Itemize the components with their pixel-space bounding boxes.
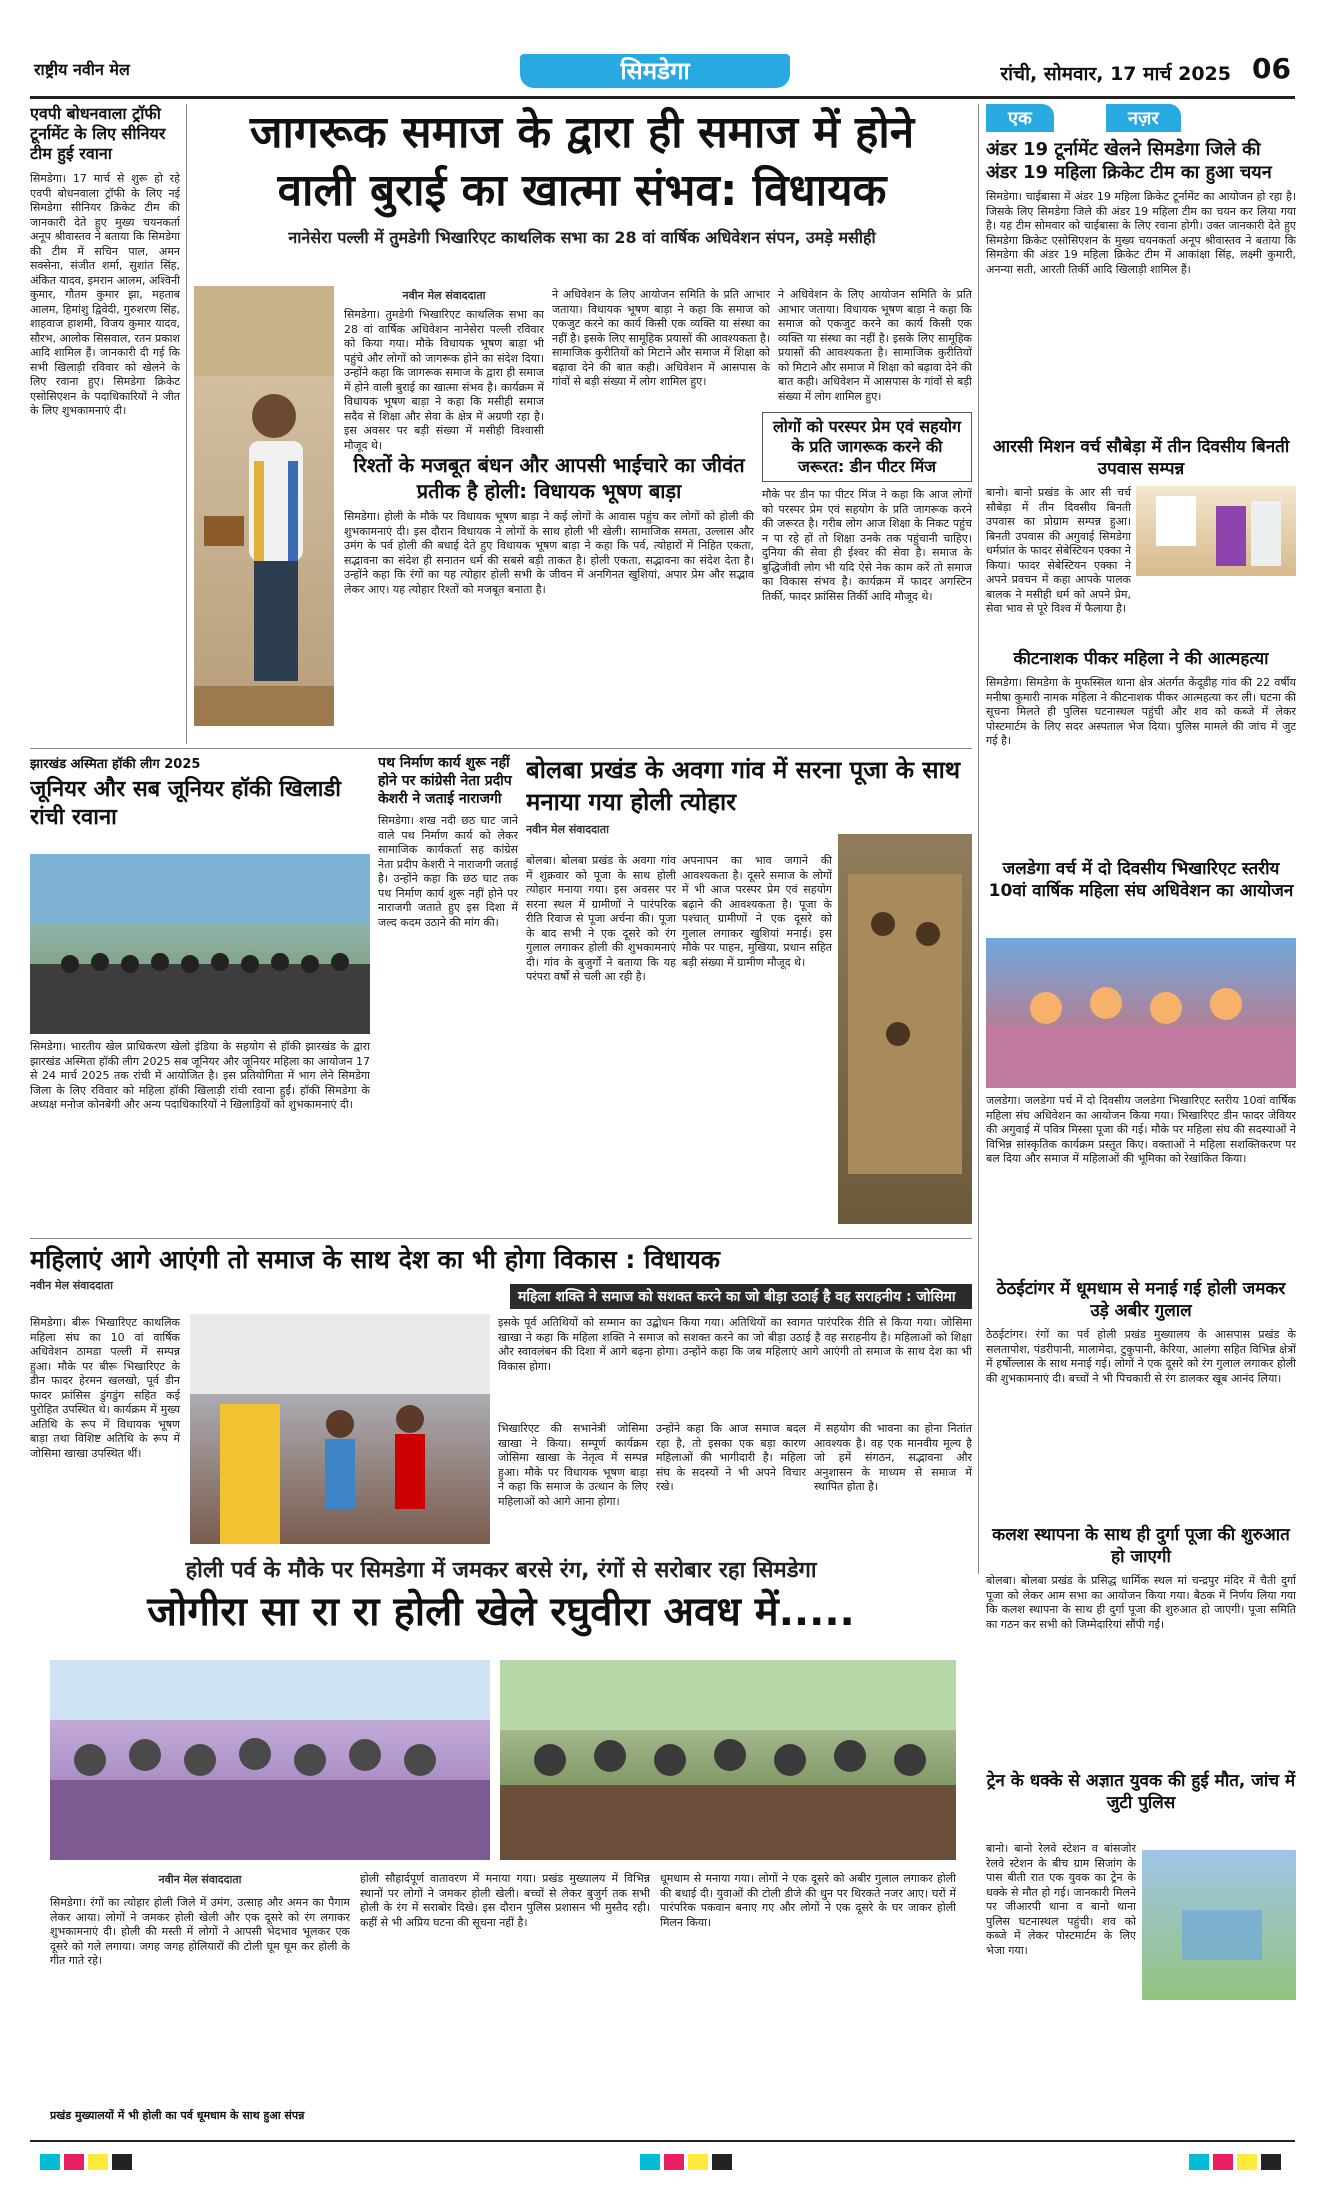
trophy-headline: एवपी बोधनवाला ट्रॉफी टूर्नामेंट के लिए सीनियर टीम हुई रवाना bbox=[30, 104, 166, 163]
priest-body: मौके पर डीन फा पीटर मिंज ने कहा कि आज लोगों को परस्पर प्रेम एवं सहयोग के प्रति जागरूक करने की जरूरत है। गरीब लोग आज शिक्षा के निकट पहुंच न पा रहे हों तो शिक्षा उनके तक पहुंचानी चाहिए। दुनिया की सेवा ही ईश्वर की सेवा है। समाज के बुद्धिजीवी लोग भी यदि ऐसे नेक काम करें तो समाज का विकास संभव है। कार्यक्रम में फादर अगस्टिन तिर्की, फादर फ्रांसिस तिर्की आदि मौजूद थे। bbox=[762, 488, 972, 603]
footer-rule bbox=[30, 2140, 1295, 2142]
thethaitangar-headline: ठेठईटांगर में धूमधाम से मनाई गई होली जमकर उड़े अबीर गुलाल bbox=[996, 1279, 1286, 1321]
bolba-body-2: अपनापन का भाव जगाने की आवश्यकता है। दूसरे समाज के लोगों में भी आज परस्पर प्रेम एवं सहयोग बढ़ाने की आवश्यकता है। पूजा के पश्चात् ग्रामीणों ने एक दूसरे को गुलाल लगाकर खुशियां मनाई। इस मौके पर पाहन, मुखिया, प्रधान सहित बड़ी संख्या में ग्रामीण मौजूद थे। bbox=[682, 854, 832, 969]
side-kicker-2: नज़र bbox=[1106, 104, 1181, 132]
hockey-kicker: झारखंड अस्मिता हॉकी लीग 2025 bbox=[30, 757, 201, 772]
lead-body-3: ने अधिवेशन के लिए आयोजन समिति के प्रति आभार जताया। विधायक भूषण बाड़ा ने कहा कि समाज को एकजुट करने का कार्य किसी एक व्यक्ति या संस्था का नहीं है। इसके लिए सामूहिक प्रयासों की आवश्यकता है। सामाजिक कुरीतियों को मिटाने और समाज में शिक्षा को बढ़ावा देने की बात कही। अधिवेशन में आसपास के गांवों से बड़ी संख्या में लोग शामिल हुए। bbox=[778, 288, 972, 403]
trophy-body: सिमडेगा। 17 मार्च से शुरू हो रहे एवपी बोधनवाला ट्रॉफी के लिए नई सिमडेगा सीनियर क्रिकेट टीम की जानकारी देते हुए मुख्य चयनकर्ता अनूप श्रीवास्तव ने बताया कि सिमडेगा की टीम में सचिन पाल, अमन सक्सेना, संजीत शर्मा, सुशांत सिंह, अंकित यादव, इमरान आलम, अश्विनी कुमार, गौतम कुमार झा, महताब आलम, हिमांशु द्विवेदी, गुरुशरण सिंह, शाहवाज हाशमी, विजय कुमार यादव, सौरभ, आलोक सिसवाल, रतन प्रकाश आदि शामिल हैं। जानकारी दी गई कि सभी खिलाड़ी रविवार को खेलने के लिए रवाना हुए। सिमडेगा क्रिकेट एसोसिएशन के पदाधिकारियों ने जीत के लिए शुभकामनाएं दी। bbox=[30, 172, 180, 417]
bolba-photo bbox=[838, 834, 972, 1224]
holi-neta-headline: रिश्तों के मजबूत बंधन और आपसी भाईचारे का जीवंत प्रतीक है होली: विधायक भूषण बाड़ा bbox=[353, 453, 745, 503]
story-arasi bbox=[986, 436, 1296, 646]
jaldega-photo bbox=[986, 938, 1296, 1088]
side-lead-headline: अंडर 19 टूर्नामेंट खेलने सिमडेगा जिले की अंडर 19 महिला क्रिकेट टीम का हुआ चयन bbox=[986, 139, 1272, 183]
holi-body-3: धूमधाम से मनाया गया। लोगों ने एक दूसरे को अबीर गुलाल लगाकर होली की बधाई दी। युवाओं की टोली डीजे की धुन पर थिरकते नजर आए। घरों में पारंपरिक पकवान बनाए गए और लोगों ने एक दूसरे के घर जाकर होली मिलन किया। bbox=[660, 1872, 956, 1929]
holi-special-banner bbox=[30, 1556, 972, 1646]
train-photo bbox=[1142, 1850, 1296, 2000]
bolba-body: बोलबा। बोलबा प्रखंड के अवगा गांव में शुक्रवार को पूजा के साथ होली त्योहार मनाया गया। इस अवसर पर सरना स्थल में ग्रामीणों ने पारंपरिक रीति रिवाज से पूजा अर्चना की। पूजा के बाद सभी ने एक दूसरे को रंग गुलाल लगाकर होली की शुभकामनाएं दी। गांव के बुजुर्गों ने बताया कि यह परंपरा वर्षों से चली आ रही है। bbox=[526, 854, 676, 983]
kalash-body: बोलबा। बोलबा प्रखंड के प्रसिद्ध धार्मिक स्थल मां चन्द्रपुर मंदिर में चैती दुर्गा पूजा को लेकर आम सभा का आयोजन किया गया। बैठक में निर्णय लिया गया कि कलश स्थापना के साथ ही दुर्गा पूजा की शुरुआत हो जाएगी। पूजा समिति का गठन कर सभी को जिम्मेदारियां सौंपी गईं। bbox=[986, 1574, 1296, 1631]
hockey-photo bbox=[30, 854, 370, 1034]
divider bbox=[30, 1238, 972, 1239]
story-priest bbox=[762, 412, 972, 732]
women-body: सिमडेगा। बीरू भिखारिएट काथलिक महिला संघ का 10 वां वार्षिक अधिवेशन ठामडा पल्ली में सम्पन्न हुआ। मौके पर बीरू भिखारिएट के डीन फादर हेरमन खलखो, पूर्व डीन फादर फ्रांसिस डुंगडुंग सहित कई पुरोहित उपस्थित थे। कार्यक्रम में मुख्य अतिथि के रूप में विधायक भूषण बाड़ा तथा विशिष्ट अतिथि के रूप में जोसिमा खाखा उपस्थित थीं। bbox=[30, 1316, 180, 1460]
holi-photo-2 bbox=[500, 1660, 956, 1860]
lead-headline-2: वाली बुराई का खात्मा संभव: विधायक bbox=[277, 165, 887, 216]
color-registration-bar bbox=[40, 2154, 1285, 2170]
road-headline: पथ निर्माण कार्य शुरू नहीं होने पर कांग्रेसी नेता प्रदीप केशरी ने जताई नाराजगी bbox=[378, 755, 512, 807]
bolba-headline: बोलबा प्रखंड के अवगा गांव में सरना पूजा के साथ मनाया गया होली त्योहार bbox=[526, 756, 961, 816]
lead-byline-wrap bbox=[344, 288, 544, 308]
dateline: रांची, सोमवार, 17 मार्च 2025 bbox=[1000, 63, 1231, 85]
women-body-2: इसके पूर्व अतिथियों को सम्मान का उद्बोधन किया गया। अतिथियों का स्वागत पारंपरिक रीति से किया गया। जोसिमा खाखा ने कहा कि महिला शक्ति ने समाज को सशक्त करने का जो बीड़ा उठाई है वह सराहनीय है। महिलाओं को शिक्षा और स्वावलंबन की दिशा में आगे बढ़ना होगा। उन्होंने कहा कि जब महिलाएं आगे आएंगी तो समाज के साथ देश का भी विकास होगा। bbox=[498, 1316, 972, 1373]
holi-byline: नवीन मेल संवाददाता bbox=[158, 1873, 242, 1886]
divider bbox=[30, 748, 972, 749]
story-road bbox=[378, 754, 518, 1234]
story-holi-neta bbox=[344, 452, 754, 732]
col-divider bbox=[978, 104, 979, 1574]
masthead bbox=[30, 48, 1295, 108]
lead-headline-block bbox=[192, 104, 972, 274]
hockey-body: सिमडेगा। भारतीय खेल प्राधिकरण खेलो इंडिया के सहयोग से हॉकी झारखंड के द्वारा झारखंड अस्मिता हॉकी लीग 2025 सब जूनियर और जूनियर महिला का आयोजन 17 से 24 मार्च 2025 तक रांची में आयोजित है। इस प्रतियोगिता में भाग लेने सिमडेगा जिला के लिए रविवार को महिला हॉकी खिलाड़ी रांची रवाना हुईं। हॉकी सिमडेगा के अध्यक्ष मनोज कोनबेगी और अन्य पदाधिकारियों ने खिलाड़ियों को शुभकामनाएं दी। bbox=[30, 1040, 370, 1111]
lead-headline-1: जागरूक समाज के द्वारा ही समाज में होने bbox=[249, 107, 915, 158]
arasi-body: बानो। बानो प्रखंड के आर सी चर्च सौबेड़ा में तीन दिवसीय बिनती उपवास का प्रोग्राम सम्पन्न हुआ। बिनती उपवास की अगुवाई सिमडेगा धर्मप्रांत के फादर सेबेस्टियन एक्का ने किया। फादर सेबेस्टियन एक्का ने अपने प्रवचन में कहा आपके पालक बालक ने मसीही धर्म को अपने प्रेम, सेवा भाव से पूरे विश्व में फैलाया है। bbox=[986, 486, 1131, 615]
story-hockey bbox=[30, 754, 370, 1234]
story-train bbox=[986, 1770, 1296, 2130]
women-byline: नवीन मेल संवाददाता bbox=[30, 1279, 113, 1292]
lead-byline: नवीन मेल संवाददाता bbox=[402, 289, 486, 302]
holi-byline-wrap bbox=[50, 1872, 350, 1892]
women-subcap: महिला शक्ति ने समाज को सशक्त करने का जो बीड़ा उठाई है वह सराहनीय : जोसिमा bbox=[510, 1284, 972, 1309]
train-headline: ट्रेन के धक्के से अज्ञात युवक की हुई मौत, जांच में जुटी पुलिस bbox=[986, 1771, 1296, 1813]
lead-body: सिमडेगा। तुमडेगी भिखारिएट काथलिक सभा का 28 वां वार्षिक अधिवेशन नानेसेरा पल्ली रविवार को किया गया। मौके विधायक भूषण बाड़ा भी पहुंचे और लोगों को जागरूक होने का संदेश दिया। उन्होंने कहा कि जागरूक समाज के द्वारा ही समाज में होने वाली बुराई का खात्मा संभव है। कार्यक्रम में विधायक भूषण बाड़ा ने कहा कि मसीही समाज सदैव से शिक्षा और सेवा के क्षेत्र में अग्रणी रहा है। इस अवसर पर बड़ी संख्या में मसीही विश्वासी मौजूद थे। bbox=[344, 308, 544, 452]
story-kalash bbox=[986, 1524, 1296, 1764]
holi-footer bbox=[50, 2108, 350, 2128]
priest-headline: लोगों को परस्पर प्रेम एवं सहयोग के प्रति जागरूक करने की जरूरत: डीन पीटर मिंज bbox=[762, 412, 972, 482]
arasi-photo bbox=[1136, 486, 1296, 576]
suicide-headline: कीटनाशक पीकर महिला ने की आत्महत्या bbox=[1013, 649, 1269, 669]
section-banner bbox=[520, 54, 790, 88]
masthead-rule bbox=[30, 96, 1295, 99]
jaldega-body: जलडेगा। जलडेगा पर्च में दो दिवसीय जलडेगा भिखारिएट स्तरीय 10वां वार्षिक महिला संघ अधिवेशन का आयोजन किया गया। भिखारिएट डीन फादर जेवियर की अगुवाई में पवित्र मिस्सा पूजा की गई। मौके पर महिला संघ की सदस्याओं ने विभिन्न सांस्कृतिक कार्यक्रम प्रस्तुत किए। वक्ताओं ने महिला सशक्तिकरण पर बल दिया और समाज में महिलाओं की भूमिका को रेखांकित किया। bbox=[986, 1094, 1296, 1165]
holi-photo-1 bbox=[50, 1660, 490, 1860]
story-women bbox=[30, 1244, 972, 1544]
train-body: बानो। बानो रेलवे स्टेशन व बांसजोर रेलवे स्टेशन के बीच ग्राम सिजांग के पास बीती रात एक युवक का ट्रेन के धक्के से मौत हो गई। जानकारी मिलने पर जीआरपी थाना व बानो थाना पुलिस घटनास्थल पहुंची। शव को कब्जे में लेकर पोस्टमार्टम के लिए भेजा गया। bbox=[986, 1842, 1136, 1957]
women-body-5: में सहयोग की भावना का होना नितांत आवश्यक है। वह एक मानवीय मूल्य है जो हमें संगठन, सद्भावना और अनुशासन के माध्यम से समाज में स्थापित होता है। bbox=[814, 1422, 972, 1493]
story-side-lead bbox=[986, 104, 1296, 434]
lead-photo bbox=[194, 286, 334, 726]
story-bolba bbox=[526, 754, 972, 1234]
col-divider bbox=[186, 104, 187, 744]
women-photo bbox=[190, 1314, 490, 1544]
arasi-headline: आरसी मिशन वर्च सौबेड़ा में तीन दिवसीय बिनती उपवास सम्पन्न bbox=[992, 437, 1290, 479]
hockey-headline: जूनियर और सब जूनियर हॉकी खिलाडी रांची रवाना bbox=[30, 777, 341, 830]
lead-subhead: नानेसेरा पल्ली में तुमडेगी भिखारिएट काथलिक सभा का 28 वां वार्षिक अधिवेशन संपन, उमड़े मसीही bbox=[288, 228, 876, 247]
story-jaldega bbox=[986, 858, 1296, 1278]
jaldega-headline: जलडेगा वर्च में दो दिवसीय भिखारिएट स्तरीय 10वां वार्षिक महिला संघ अधिवेशन का आयोजन bbox=[988, 859, 1294, 901]
holi-body: सिमडेगा। रंगों का त्योहार होली जिले में उमंग, उत्साह और अमन का पैगाम लेकर आया। लोगों ने जमकर होली खेली और एक दूसरे को रंग लगाकर शुभकामनाएं दी। होली की मस्ती में लोगों ने आपसी भेदभाव भूलकर एक दूसरे को गले लगाया। जगह जगह होलियारों की टोली घूम घूम कर होली के गीत गाते रहे। bbox=[50, 1896, 350, 1967]
thethaitangar-body: ठेठईटांगर। रंगों का पर्व होली प्रखंड मुख्यालय के आसपास प्रखंड के सलतापोश, पंडरीपानी, मालामेदा, टुकुपानी, केरिया, आलंगा सहित विभिन्न क्षेत्रों में हर्षोल्लास के साथ मनाई गई। लोगों ने एक दूसरे को रंग गुलाल लगाकर होली की शुभकामनाएं दी। बच्चों ने भी पिचकारी से रंग डालकर खूब आनंद लिया। bbox=[986, 1328, 1296, 1385]
story-suicide bbox=[986, 648, 1296, 848]
holi-headline: जोगीरा सा रा रा होली खेले रघुवीरा अवध में..... bbox=[147, 1589, 855, 1635]
story-trophy bbox=[30, 104, 180, 744]
road-body: सिमडेगा। शख नदी छठ घाट जाने वाले पथ निर्माण कार्य को लेकर सामाजिक कार्यकर्ता सह कांग्रेस नेता प्रदीप केशरी ने नाराजगी जताई है। उन्होंने कहा कि छठ घाट तक पथ निर्माण कार्य शुरू नहीं होने पर नाराजगी जताते हुए इस दिशा में जल्द कदम उठाने की मांग की। bbox=[378, 814, 518, 929]
women-body-3: भिखारिएट की सभानेत्री जोसिमा खाखा ने किया। सम्पूर्ण कार्यक्रम जोसिमा खाखा के नेतृत्व में सम्पन्न हुआ। मौके पर विधायक भूषण बाड़ा ने कहा कि समाज के उत्थान के लिए महिलाओं को आगे आना होगा। bbox=[498, 1422, 648, 1508]
holi-neta-body: सिमडेगा। होली के मौके पर विधायक भूषण बाड़ा ने कई लोगों के आवास पहुंच कर लोगों को होली की शुभकामनाएं दी। इस दौरान विधायक ने लोगों के साथ होली भी खेली। सामाजिक समता, उल्लास और उमंग के पर्व होली की बधाई देते हुए विधायक भूषण बाड़ा ने कहा कि पर्व, त्योहारों में निहित एकता, सद्भावना का संदेश ही सनातन धर्म की सबसे बड़ी ताकत है। होली एकता, सद्भावना का संदेश देता है। उन्होंने कहा कि रंगों का यह त्योहार होली सभी के जीवन में अनगिनत खुशियां, अपार प्रेम और सद्भाव लेकर आए। यह त्योहार रिश्तों को मजबूत बनाता है। bbox=[344, 510, 754, 596]
suicide-body: सिमडेगा। सिमडेगा के मुफस्सिल थाना क्षेत्र अंतर्गत केंदूडीह गांव की 22 वर्षीय मनीषा कुमारी नामक महिला ने कीटनाशक पीकर आत्महत्या कर ली। घटना की सूचना मिलते ही पुलिस घटनास्थल पहुंची और शव को कब्जे में लेकर पोस्टमार्टम के लिए सदर अस्पताल भेज दिया। पुलिस मामले की जांच में जुट गई है। bbox=[986, 676, 1296, 747]
bolba-byline: नवीन मेल संवाददाता bbox=[526, 823, 609, 836]
lead-body-2: ने अधिवेशन के लिए आयोजन समिति के प्रति आभार जताया। विधायक भूषण बाड़ा ने कहा कि समाज को एकजुट करने का कार्य किसी एक व्यक्ति या संस्था का नहीं है। इसके लिए सामूहिक प्रयासों की आवश्यकता है। सामाजिक कुरीतियों को मिटाने और समाज में शिक्षा को बढ़ावा देने की बात कही। अधिवेशन में आसपास के गांवों से बड़ी संख्या में लोग शामिल हुए। bbox=[552, 288, 770, 388]
holi-tagline: होली पर्व के मौके पर सिमडेगा में जमकर बरसे रंग, रंगों से सरोबार रहा सिमडेगा bbox=[185, 1558, 817, 1583]
women-headline: महिलाएं आगे आएंगी तो समाज के साथ देश का भी होगा विकास : विधायक bbox=[30, 1245, 720, 1274]
kalash-headline: कलश स्थापना के साथ ही दुर्गा पूजा की शुरुआत हो जाएगी bbox=[992, 1525, 1290, 1567]
side-lead-body: सिमडेगा। चाईबासा में अंडर 19 महिला क्रिकेट टूर्नामेंट का आयोजन हो रहा है। जिसके लिए सिमडेगा जिले की अंडर 19 महिला टीम का चयन कर लिया गया है। यह टीम सोमवार को चाईबासा के लिए रवाना होगी। उक्त जानकारी देते हुए सिमडेगा क्रिकेट एसोसिएशन के मुख्य चयनकर्ता अनूप श्रीवास्तव ने बताया कि सिमडेगा की अंडर 19 महिला क्रिकेट टीम में आकांक्षा सिंह, लक्ष्मी कुमारी, अनन्या सती, आरती तिर्की आदि खिलाड़ी शामिल हैं। bbox=[986, 190, 1296, 276]
women-body-4: उन्होंने कहा कि आज समाज बदल रहा है, तो इसका एक बड़ा कारण महिलाओं की भागीदारी है। महिला संघ के सदस्यों ने भी अपने विचार रखे। bbox=[656, 1422, 806, 1493]
side-kicker: एक bbox=[986, 104, 1054, 132]
holi-body-2: होली सौहार्दपूर्ण वातावरण में मनाया गया। प्रखंड मुख्यालय में विभिन्न स्थानों पर लोगों ने जमकर होली खेली। बच्चों से लेकर बुजुर्ग तक सभी होली के रंग में सराबोर दिखे। इस दौरान पुलिस प्रशासन भी मुस्तैद रही। कहीं से भी अप्रिय घटना की सूचना नहीं है। bbox=[360, 1872, 650, 1929]
story-thethaitangar bbox=[986, 1278, 1296, 1514]
lead-photo-illustration bbox=[194, 286, 334, 726]
page-number: 06 bbox=[1252, 52, 1291, 85]
section-title: सिमडेगा bbox=[620, 57, 690, 85]
paper-name: राष्ट्रीय नवीन मेल bbox=[34, 60, 130, 79]
side-kicker-row bbox=[986, 104, 1296, 132]
holi-footer-text: प्रखंड मुख्यालयों में भी होली का पर्व धूमधाम के साथ हुआ संपन्न bbox=[50, 2109, 305, 2122]
